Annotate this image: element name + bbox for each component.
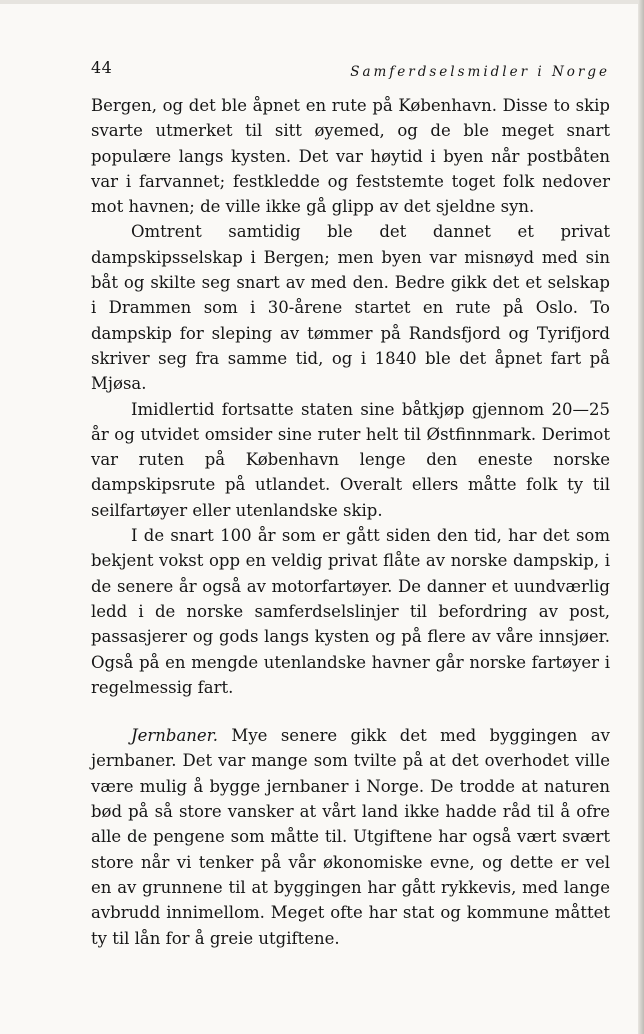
section-term: Jernbaner. [131, 726, 219, 746]
section-text: Mye senere gikk det med byggingen av jernbaner. Det var mange som tvilte på at det overhodet ville være mulig å bygge jernbaner i Norge. De trodde at naturen bød på så store vansker at vårt land ikke hadde råd til å ofre alle de pengene som måtte til. Utgiftene har også vært svært store når vi tenker på vår økonomiske evne, og dette er vel en av grunnene til at byggingen har gått rykkevis, med lange avbrudd innimellom. Meget ofte har stat og kommune måttet ty til lån for å greie utgiftene. [91, 726, 610, 948]
paragraph: Omtrent samtidig ble det dannet et privat dampskipsselskap i Bergen; men byen var misnøyd med sin båt og skilte seg snart av med den. Bedre gikk det et selskap i Drammen som i 30-årene startet en rute på Oslo. To dampskip for sleping av tømmer på Randsfjord og Tyrifjord skriver seg fra samme tid, og i 1840 ble det åpnet fart på Mjøsa. [91, 222, 610, 394]
paragraph: Imidlertid fortsatte staten sine båtkjøp gjennom 20—25 år og utvidet omsider sine ruter helt til Østfinnmark. Derimot var ruten på København lenge den eneste norske dampskipsrute på utlandet. Overalt ellers måtte folk ty til seilfartøyer eller utenlandske skip. [91, 399, 610, 520]
paragraph: I de snart 100 år som er gått siden den tid, har det som bekjent vokst opp en veldig privat flåte av norske dampskip, i de senere år også av motorfartøyer. De danner et uundværlig ledd i de norske samferdselslinjer til befordring av post, passasjerer og gods langs kysten og på flere av våre innsjøer. Også på en mengde utenlandske havner går norske fartøyer i regelmessig fart. [91, 526, 610, 697]
section-paragraph [91, 723, 610, 951]
page-number: 44 [91, 58, 113, 77]
paragraph: Bergen, og det ble åpnet en rute på København. Disse to skip svarte utmerket til sitt øyemed, og de ble meget snart populære langs kysten. Det var høytid i byen når postbåten var i farvannet; festkledde og feststemte toget folk nedover mot havnen; de ville ikke gå glipp av det sjeldne syn. [91, 96, 610, 217]
body-text [91, 93, 610, 951]
running-head: Samferdselsmidler i Norge [350, 64, 610, 80]
page-top-edge [0, 0, 644, 4]
page-right-edge [638, 0, 644, 1034]
